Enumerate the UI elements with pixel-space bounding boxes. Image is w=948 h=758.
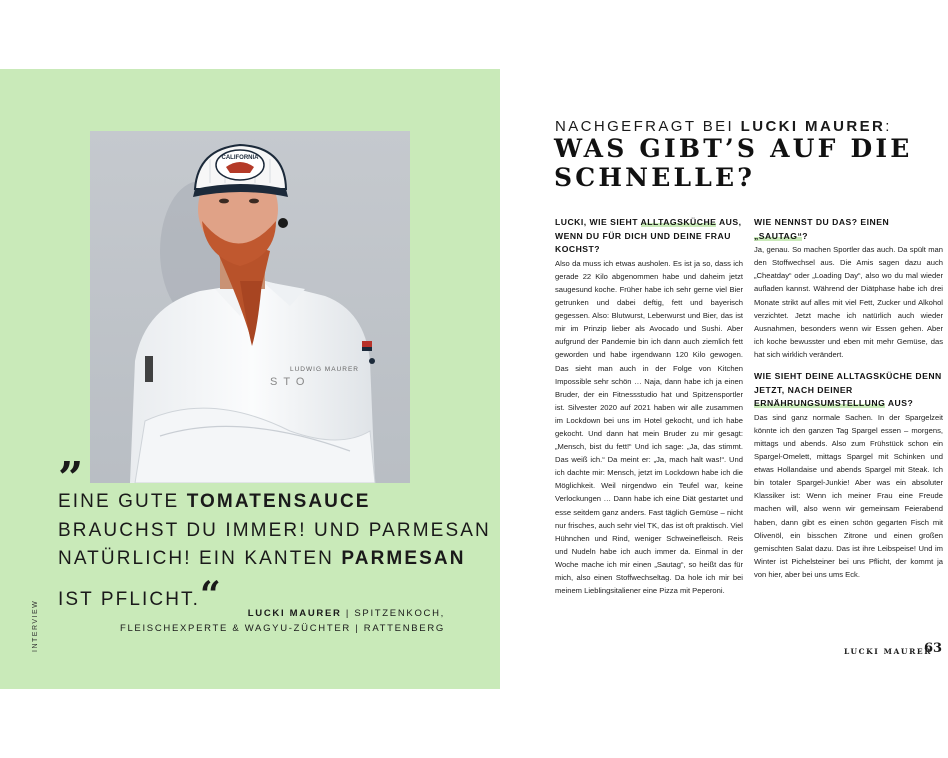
jacket-logo: STO — [270, 376, 311, 388]
article-column-left — [555, 216, 743, 597]
cap-text: CALIFORNIA — [221, 155, 259, 161]
jacket-embroidery-name: LUDWIG MAURER — [290, 366, 359, 373]
pull-quote-line-4: IST PFLICHT.“ — [58, 574, 221, 616]
portrait-photo — [90, 131, 410, 483]
kicker: NACHGEFRAGT BEI LUCKI MAURER: — [555, 118, 892, 135]
article-column-right — [754, 216, 943, 581]
page-number: 63 — [924, 641, 943, 656]
question-3: WIE SIEHT DEINE ALLTAGSKÜCHE DENN JETZT, NACH DEINER ERNÄHRUNGSUMSTELLUNG AUS? — [754, 371, 942, 409]
headline: WAS GIBT’S AUF DIE SCHNELLE? — [554, 134, 913, 192]
pull-quote-line-2: BRAUCHST DU IMMER! UND PARMESAN — [58, 520, 491, 541]
quote-attribution-line-2: FLEISCHEXPERTE & WAGYU-ZÜCHTER | RATTENBERG — [119, 623, 445, 634]
question-2: WIE NENNST DU DAS? EINEN „SAUTAG“? — [754, 217, 890, 241]
pull-quote-line-3: NATÜRLICH! EIN KANTEN PARMESAN — [58, 548, 466, 569]
section-side-label: INTERVIEW — [32, 599, 39, 652]
answer-3: Das sind ganz normale Sachen. In der Spargelzeit könnte ich den ganzen Tag Spargel essen – morgens, mittags und abends. Also zum Frühstück schon ein Spargel-Omelett, mittags Spargel mit Schinken und etwas Hollandaise und abends Spargel mit Steak. Ich bin totaler Spargel-Junkie! Aber was ein absoluter Klassiker ist: Wenn ich meiner Frau eine Freude machen will, also wenn wir gemeinsam Feierabend haben, dann gibt es einen schön gegarten Fisch mit Olivenöl, ein bisschen Zitrone und einen großen gemischten Salat dazu. Das ist ihre Leibspeise! Und im Winter ist Pichelsteiner bei uns Pflicht, der kommt ja von hier, aber bei uns ums Eck. — [754, 412, 943, 579]
quote-open-mark: ” — [58, 453, 84, 504]
pull-quote-line-1: EINE GUTE TOMATENSAUCE — [58, 491, 371, 512]
quote-attribution-line-1: LUCKI MAURER | SPITZENKOCH, — [247, 608, 445, 619]
question-1: LUCKI, WIE SIEHT ALLTAGSKÜCHE AUS, WENN DU FÜR DICH UND DEINE FRAU KOCHST? — [555, 217, 742, 255]
running-footer-name: LUCKI MAURER — [844, 647, 933, 656]
answer-2: Ja, genau. So machen Sportler das auch. Da spült man den Stoffwechsel aus. Die Amis sagen dazu auch „Cheatday“ oder „Loading Day“, also wo du mal wieder aufladen kannst. Während der Diätphase habe ich drei Monate strikt auf alles mit viel Fett, Zucker und Alkohol verzichtet. Jetzt mache ich natürlich auch wieder Ausnahmen, besonders wenn wir Essen gehen. Aber ich koche bewusster und eben mit mehr Gemüse, das hat sich wirklich verändert. — [754, 245, 943, 359]
answer-1: Also da muss ich etwas ausholen. Es ist ja so, dass ich gerade 22 Kilo abgenommen habe und daheim jetzt saugesund koche. Früher habe ich sehr gerne viel Bier getrunken und dabei deftig, fett und bayerisch gegessen. Also: Blutwurst, Leberwurst und Bier, das ist mir im Prinzip lieber als Avocado und Sushi. Aber aufgrund der Pandemie bin ich dann auch ziemlich fett geworden und habe irgendwann 120 Kilo gewogen. Das sieht man auch in der Folge von Kitchen Impossible sehr schön … Naja, dann habe ich ja einen Bruder, der ein Fitnessstudio hat und Spitzensportler ist. Silvester 2020 auf 2021 haben wir alle zusammen im Lockdown bei uns im Hotel gekocht, und ich habe gekocht. Und dann hat mein Bruder zu mir gesagt: „Mensch, bist du fett!“ Und ich sage: „Ja, das stimmt. Das weiß ich.“ Da meint er: „Ja, mach halt was!“. Und ich dachte mir: Mensch, jetzt im Lockdown habe ich die Möglichkeit. Weil nirgendwo ein Teufel war, keine Verlockungen … Dann habe ich eine Diät gestartet und esse seitdem ganz anders. Fast täglich Gemüse – nicht nur frisches, auch sehr viel TK, das ist oft praktisch. Viel Hühnchen und Rind, weniger Schweinefleisch. Reis und Nudeln habe ich auch immer da. Einmal in der Woche mache ich mir einen „Sautag“, so heißt das für mich, also einen Stoffwechseltag. Da hole ich mir bei meinem Lieblingsitaliener eine Pizza mit Peperoni. — [555, 258, 743, 596]
quote-close-mark: “ — [200, 574, 221, 616]
